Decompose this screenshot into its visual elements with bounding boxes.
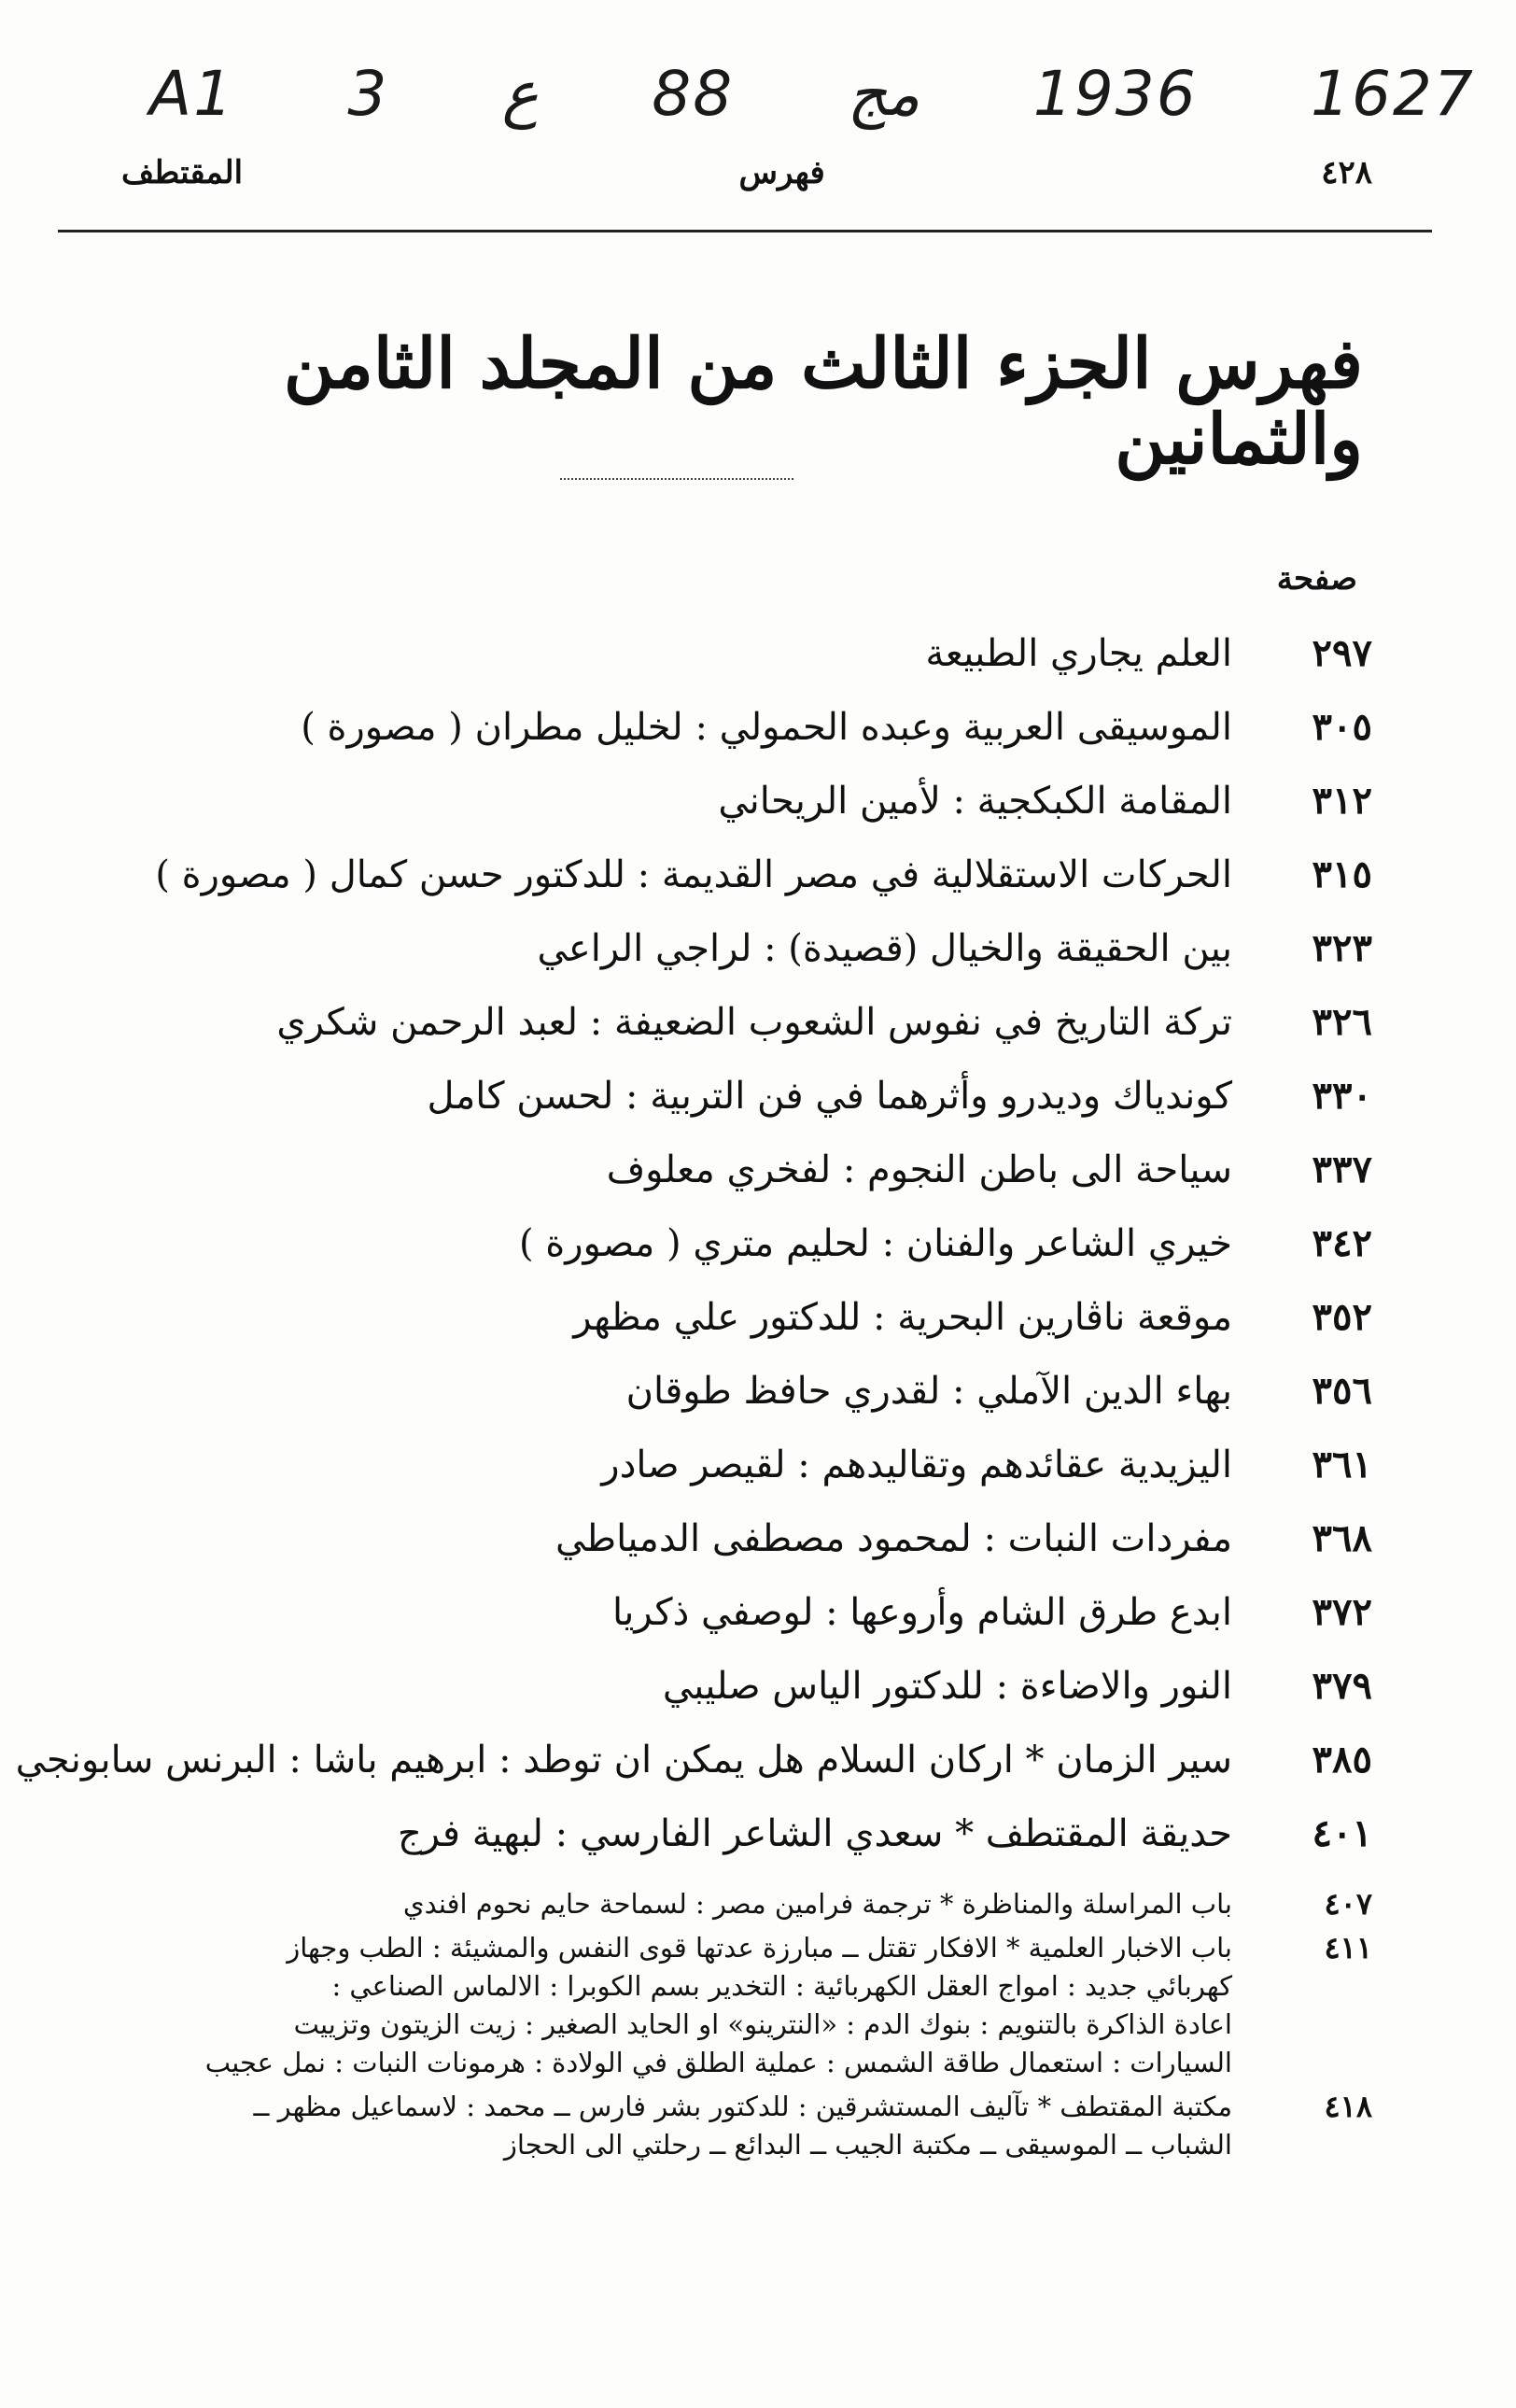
toc-entry-title: مفردات النبات : لمحمود مصطفى الدمياطي bbox=[554, 1517, 1232, 1560]
toc-entry-line: مكتبة المقتطف * تآليف المستشرقين : للدكتور بشر فارس ــ محمد : لاسماعيل مظهر ــ bbox=[253, 2091, 1232, 2122]
toc-entry bbox=[28, 1289, 1372, 1363]
handwritten-archive-note bbox=[149, 51, 1475, 135]
toc-entry-small bbox=[28, 1929, 1372, 2082]
toc-entry-title: العلم يجاري الطبيعة bbox=[925, 632, 1232, 675]
toc-entry-line: اعادة الذاكرة بالتنويم : بنوك الدم : «النترينو» او الحايد الصغير : زيت الزيتون وتزييت bbox=[293, 2008, 1232, 2040]
toc-page-number: ٣٣٠ bbox=[1312, 1074, 1372, 1118]
toc-entry-title: سياحة الى باطن النجوم : لفخري معلوف bbox=[606, 1148, 1232, 1191]
toc-entry bbox=[28, 1142, 1372, 1216]
toc-entry bbox=[28, 1437, 1372, 1511]
toc-page-number: ٣٢٦ bbox=[1312, 1000, 1372, 1044]
toc-entry bbox=[28, 773, 1372, 847]
toc-page-number: ٣٦١ bbox=[1312, 1443, 1372, 1486]
header-rule bbox=[58, 230, 1432, 232]
toc-entry bbox=[28, 1806, 1372, 1880]
toc-entry-title: الموسيقى العربية وعبده الحمولي : لخليل مطران ( مصورة ) bbox=[301, 706, 1232, 749]
toc-entry-title: بهاء الدين الآملي : لقدري حافظ طوقان bbox=[625, 1370, 1232, 1413]
toc-entry-title: تركة التاريخ في نفوس الشعوب الضعيفة : لعبد الرحمن شكري bbox=[276, 1001, 1232, 1044]
toc-entry-line: الشباب ــ الموسيقى ــ مكتبة الجيب ــ البدائع ــ رحلتي الى الحجاز bbox=[503, 2129, 1232, 2161]
title-ornament bbox=[560, 478, 793, 480]
handwritten-token: ع bbox=[501, 57, 540, 130]
toc-page-number: ٤٠١ bbox=[1312, 1811, 1372, 1855]
page-title: فهرس الجزء الثالث من المجلد الثامن والثمانين bbox=[283, 324, 1363, 481]
toc-entry bbox=[15, 1732, 1372, 1806]
toc-page-number: ٢٩٧ bbox=[1312, 631, 1372, 675]
toc-page-number: ٣٣٧ bbox=[1312, 1148, 1372, 1191]
handwritten-token: 1936 bbox=[1032, 57, 1198, 130]
handwritten-token: 1627 bbox=[1310, 57, 1475, 130]
toc-entry-title: بين الحقيقة والخيال (قصيدة) : لراجي الراعي bbox=[537, 927, 1232, 970]
toc-entry-title: سير الزمان * اركان السلام هل يمكن ان توطد : ابرهيم باشا : البرنس سابونجي bbox=[15, 1739, 1232, 1781]
page-column-label: صفحة bbox=[1276, 560, 1357, 598]
toc-entry bbox=[28, 1216, 1372, 1289]
toc-entry-title: موقعة ناڤارين البحرية : للدكتور علي مظهر bbox=[573, 1296, 1232, 1339]
toc-entry bbox=[28, 1363, 1372, 1437]
toc-entry bbox=[28, 1068, 1372, 1142]
handwritten-token: A1 bbox=[149, 57, 235, 130]
toc-page-number: ٤٠٧ bbox=[1324, 1886, 1372, 1922]
toc-entry bbox=[28, 626, 1372, 699]
toc-entry-title: كوندياك وديدرو وأثرهما في فن التربية : لحسن كامل bbox=[427, 1075, 1232, 1118]
toc-entry bbox=[28, 699, 1372, 773]
toc-entry-title: اليزيدية عقائدهم وتقاليدهم : لقيصر صادر bbox=[601, 1443, 1232, 1486]
toc-entry-title bbox=[28, 2088, 1232, 2164]
handwritten-token: 88 bbox=[652, 57, 735, 130]
header-section: فهرس bbox=[738, 154, 825, 191]
toc-entry-title: المقامة الكبكجية : لأمين الريحاني bbox=[718, 780, 1232, 823]
toc-page-number: ٣٦٨ bbox=[1312, 1516, 1372, 1560]
toc-page-number: ٣٨٥ bbox=[1312, 1738, 1372, 1781]
toc-entry-title: الحركات الاستقلالية في مصر القديمة : للدكتور حسن كمال ( مصورة ) bbox=[155, 853, 1232, 896]
toc-page-number: ٣٥٢ bbox=[1312, 1295, 1372, 1339]
toc-page-number: ٣٧٢ bbox=[1312, 1590, 1372, 1634]
toc-page-number: ٣٥٦ bbox=[1312, 1369, 1372, 1413]
toc-entry bbox=[28, 1658, 1372, 1732]
toc-entry-title: حديقة المقتطف * سعدي الشاعر الفارسي : لبهية فرج bbox=[397, 1812, 1232, 1855]
toc-page-number: ٣١٥ bbox=[1312, 852, 1372, 896]
table-of-contents bbox=[15, 626, 1372, 2164]
toc-entry bbox=[28, 847, 1372, 921]
toc-entry-line: باب الاخبار العلمية * الافكار تقتل ــ مبارزة عدتها قوى النفس والمشيئة : الطب وجهاز bbox=[287, 1932, 1232, 1964]
toc-page-number: ٤١٨ bbox=[1324, 2089, 1372, 2124]
toc-entry-small bbox=[28, 1885, 1372, 1923]
toc-entry bbox=[28, 1584, 1372, 1658]
toc-entry-line: كهربائي جديد : امواج العقل الكهربائية : التخدير بسم الكوبرا : الالماس الصناعي : bbox=[331, 1970, 1232, 2002]
toc-page-number: ٣٠٥ bbox=[1312, 705, 1372, 749]
toc-entry-title: ابدع طرق الشام وأروعها : لوصفي ذكريا bbox=[612, 1591, 1232, 1634]
toc-entry-title: خيري الشاعر والفنان : لحليم متري ( مصورة ) bbox=[518, 1222, 1232, 1265]
toc-entry-title bbox=[28, 1885, 1232, 1923]
header-journal: المقتطف bbox=[121, 154, 244, 191]
toc-entry bbox=[28, 994, 1372, 1068]
running-header bbox=[121, 149, 1372, 196]
toc-entry-small bbox=[28, 2088, 1372, 2164]
toc-page-number: ٣٧٩ bbox=[1312, 1664, 1372, 1708]
toc-entry-line: باب المراسلة والمناظرة * ترجمة فرامين مصر : لسماحة حايم نحوم افندي bbox=[402, 1888, 1232, 1920]
toc-entry-title: النور والاضاءة : للدكتور الياس صليبي bbox=[662, 1665, 1232, 1708]
toc-entry-line: السيارات : استعمال طاقة الشمس : عملية الطلق في الولادة : هرمونات النبات : نمل عجيب bbox=[204, 2047, 1232, 2078]
toc-page-number: ٣١٢ bbox=[1312, 779, 1372, 823]
toc-page-number: ٤١١ bbox=[1324, 1930, 1372, 1965]
toc-entry-title bbox=[28, 1929, 1232, 2082]
toc-page-number: ٣٢٣ bbox=[1312, 926, 1372, 970]
toc-entry bbox=[28, 1511, 1372, 1584]
toc-page-number: ٣٤٢ bbox=[1312, 1221, 1372, 1265]
handwritten-token: مج bbox=[847, 57, 920, 130]
handwritten-token: 3 bbox=[347, 57, 389, 130]
toc-entry bbox=[28, 921, 1372, 994]
header-page-number: ٤٢٨ bbox=[1321, 154, 1372, 191]
